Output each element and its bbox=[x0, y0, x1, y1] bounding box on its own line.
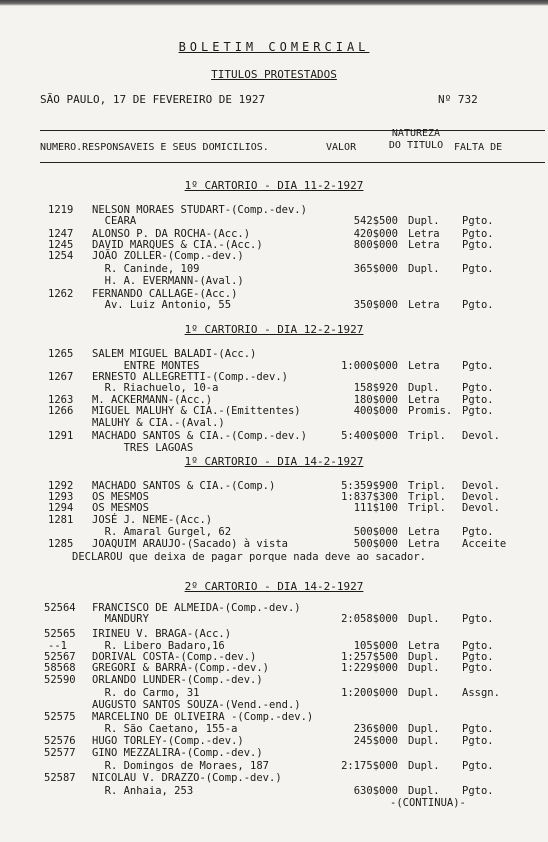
row-number: 1291 bbox=[48, 430, 74, 442]
row-responsavel: R. Domingos de Moraes, 187 bbox=[92, 760, 270, 772]
col-numero-responsaveis: NUMERO.RESPONSAVEIS E SEUS DOMICILIOS. bbox=[40, 142, 269, 153]
row-responsavel: AUGUSTO SANTOS SOUZA-(Vend.-end.) bbox=[92, 699, 301, 711]
row-number: 1285 bbox=[48, 538, 74, 550]
row-natureza: Letra bbox=[408, 526, 440, 538]
row-valor: 420$000 bbox=[353, 228, 398, 240]
header-rule-bottom bbox=[40, 162, 545, 163]
row-number: 52575 bbox=[44, 711, 76, 723]
row-responsavel: MACHADO SANTOS & CIA.-(Comp.) bbox=[92, 480, 276, 492]
row-falta: Pgto. bbox=[462, 299, 494, 311]
row-falta: Devol. bbox=[462, 480, 500, 492]
row-responsavel: MACHADO SANTOS & CIA.-(Comp.-dev.) bbox=[92, 430, 307, 442]
section-heading: 1º CARTORIO - DIA 12-2-1927 bbox=[184, 323, 364, 336]
row-natureza: Tripl. bbox=[408, 491, 446, 503]
section-heading: 2º CARTORIO - DIA 14-2-1927 bbox=[184, 580, 364, 593]
col-falta: FALTA DE bbox=[454, 142, 503, 153]
row-natureza: Dupl. bbox=[408, 215, 440, 227]
section-heading: 1º CARTORIO - DIA 14-2-1927 bbox=[184, 455, 364, 468]
row-natureza: Tripl. bbox=[408, 502, 446, 514]
row-responsavel: MARCELINO DE OLIVEIRA -(Comp.-dev.) bbox=[92, 711, 314, 723]
row-valor: 500$000 bbox=[353, 538, 398, 550]
row-natureza: Letra bbox=[408, 239, 440, 251]
row-responsavel: NICOLAU V. DRAZZO-(Comp.-dev.) bbox=[92, 772, 282, 784]
row-valor: 1:837$300 bbox=[341, 491, 398, 503]
row-responsavel: OS MESMOS bbox=[92, 491, 149, 503]
row-number: 1263 bbox=[48, 394, 74, 406]
row-number: 52564 bbox=[44, 602, 76, 614]
row-valor: 500$000 bbox=[353, 526, 398, 538]
row-responsavel: FERNANDO CALLAGE-(Acc.) bbox=[92, 288, 238, 300]
row-responsavel: ERNESTO ALLEGRETTI-(Comp.-dev.) bbox=[92, 371, 288, 383]
row-number: 52567 bbox=[44, 651, 76, 663]
row-falta: Pgto. bbox=[462, 735, 494, 747]
row-valor: 105$000 bbox=[353, 640, 398, 652]
row-responsavel: DAVID MARQUES & CIA.-(Acc.) bbox=[92, 239, 263, 251]
row-number: 1247 bbox=[48, 228, 74, 240]
row-valor: 245$000 bbox=[353, 735, 398, 747]
row-falta: Devol. bbox=[462, 491, 500, 503]
row-responsavel: R. do Carmo, 31 bbox=[92, 687, 200, 699]
row-number: 1245 bbox=[48, 239, 74, 251]
scan-edge bbox=[0, 0, 548, 6]
row-natureza: Dupl. bbox=[408, 613, 440, 625]
row-valor: 630$000 bbox=[353, 785, 398, 797]
row-falta: Pgto. bbox=[462, 405, 494, 417]
row-natureza: Dupl. bbox=[408, 687, 440, 699]
row-number: 58568 bbox=[44, 662, 76, 674]
row-number: 1219 bbox=[48, 204, 74, 216]
row-responsavel: MANDURY bbox=[92, 613, 149, 625]
row-responsavel: H. A. EVERMANN-(Aval.) bbox=[92, 275, 244, 287]
row-number: 1267 bbox=[48, 371, 74, 383]
row-valor: 2:175$000 bbox=[341, 760, 398, 772]
row-valor: 542$500 bbox=[353, 215, 398, 227]
row-falta: Devol. bbox=[462, 430, 500, 442]
row-responsavel: R. Amaral Gurgel, 62 bbox=[92, 526, 232, 538]
row-natureza: Letra bbox=[408, 228, 440, 240]
row-valor: 236$000 bbox=[353, 723, 398, 735]
row-falta: Pgto. bbox=[462, 394, 494, 406]
row-number: 1262 bbox=[48, 288, 74, 300]
row-natureza: Letra bbox=[408, 640, 440, 652]
row-falta: Acceite bbox=[462, 538, 507, 550]
row-number: 1265 bbox=[48, 348, 74, 360]
row-falta: Pgto. bbox=[462, 613, 494, 625]
declaration-note: DECLAROU que deixa de pagar porque nada deve ao sacador. bbox=[72, 551, 427, 563]
row-valor: 5:400$000 bbox=[341, 430, 398, 442]
row-responsavel: GREGORI & BARRA-(Comp.-dev.) bbox=[92, 662, 270, 674]
col-natureza: NATUREZA DO TITULO bbox=[388, 128, 444, 151]
row-responsavel: HUGO TORLEY-(Comp.-dev.) bbox=[92, 735, 244, 747]
row-responsavel: R. São Caetano, 155-a bbox=[92, 723, 238, 735]
row-responsavel: OS MESMOS bbox=[92, 502, 149, 514]
row-number: --1 bbox=[48, 640, 67, 652]
row-natureza: Dupl. bbox=[408, 651, 440, 663]
row-natureza: Dupl. bbox=[408, 382, 440, 394]
row-falta: Pgto. bbox=[462, 263, 494, 275]
row-responsavel: FRANCISCO DE ALMEIDA-(Comp.-dev.) bbox=[92, 602, 301, 614]
row-number: 1292 bbox=[48, 480, 74, 492]
row-number: 1266 bbox=[48, 405, 74, 417]
row-responsavel: ALONSO P. DA ROCHA-(Acc.) bbox=[92, 228, 251, 240]
row-responsavel: SALEM MIGUEL BALADI-(Acc.) bbox=[92, 348, 257, 360]
row-number: 52590 bbox=[44, 674, 76, 686]
row-falta: Pgto. bbox=[462, 723, 494, 735]
header-rule-top bbox=[40, 130, 545, 131]
section-heading: 1º CARTORIO - DIA 11-2-1927 bbox=[184, 179, 364, 192]
row-valor: 800$000 bbox=[353, 239, 398, 251]
row-natureza: Tripl. bbox=[408, 430, 446, 442]
row-number: 1293 bbox=[48, 491, 74, 503]
row-valor: 365$000 bbox=[353, 263, 398, 275]
row-valor: 1:200$000 bbox=[341, 687, 398, 699]
row-falta: Pgto. bbox=[462, 760, 494, 772]
row-falta: Pgto. bbox=[462, 785, 494, 797]
row-responsavel: GINO MEZZALIRA-(Comp.-dev.) bbox=[92, 747, 263, 759]
row-natureza: Promis. bbox=[408, 405, 453, 417]
row-responsavel: IRINEU V. BRAGA-(Acc.) bbox=[92, 628, 232, 640]
row-responsavel: ORLANDO LUNDER-(Comp.-dev.) bbox=[92, 674, 263, 686]
row-responsavel: MALUHY & CIA.-(Aval.) bbox=[92, 417, 225, 429]
row-falta: Pgto. bbox=[462, 640, 494, 652]
row-valor: 1:229$000 bbox=[341, 662, 398, 674]
row-natureza: Letra bbox=[408, 538, 440, 550]
row-valor: 400$000 bbox=[353, 405, 398, 417]
row-natureza: Dupl. bbox=[408, 735, 440, 747]
row-falta: Pgto. bbox=[462, 651, 494, 663]
row-falta: Pgto. bbox=[462, 662, 494, 674]
row-valor: 111$100 bbox=[353, 502, 398, 514]
row-valor: 5:359$900 bbox=[341, 480, 398, 492]
row-responsavel: R. Caninde, 109 bbox=[92, 263, 200, 275]
row-number: 52565 bbox=[44, 628, 76, 640]
row-responsavel: R. Libero Badaro,16 bbox=[92, 640, 225, 652]
row-valor: 350$000 bbox=[353, 299, 398, 311]
row-responsavel: Av. Luiz Antonio, 55 bbox=[92, 299, 232, 311]
row-falta: Pgto. bbox=[462, 239, 494, 251]
col-valor: VALOR bbox=[326, 142, 357, 153]
row-number: 1254 bbox=[48, 250, 74, 262]
continua-note: -(CONTINUA)- bbox=[390, 797, 466, 809]
document-number: Nº 732 bbox=[438, 93, 478, 106]
row-falta: Pgto. bbox=[462, 228, 494, 240]
document-date: SÃO PAULO, 17 DE FEVEREIRO DE 1927 bbox=[40, 93, 266, 106]
row-falta: Assgn. bbox=[462, 687, 500, 699]
row-responsavel: CEARA bbox=[92, 215, 137, 227]
row-responsavel: DORIVAL COSTA-(Comp.-dev.) bbox=[92, 651, 257, 663]
row-number: 52576 bbox=[44, 735, 76, 747]
row-falta: Devol. bbox=[462, 502, 500, 514]
row-responsavel: JOAQUIM ARAUJO-(Sacado) à vista bbox=[92, 538, 288, 550]
row-natureza: Letra bbox=[408, 360, 440, 372]
row-responsavel: JOSÉ J. NEME-(Acc.) bbox=[92, 514, 213, 526]
row-natureza: Dupl. bbox=[408, 723, 440, 735]
row-natureza: Dupl. bbox=[408, 760, 440, 772]
row-responsavel: ENTRE MONTES bbox=[92, 360, 200, 372]
row-falta: Pgto. bbox=[462, 360, 494, 372]
row-responsavel: M. ACKERMANN-(Acc.) bbox=[92, 394, 213, 406]
row-responsavel: MIGUEL MALUHY & CIA.-(Emittentes) bbox=[92, 405, 301, 417]
row-responsavel: R. Riachuelo, 10-a bbox=[92, 382, 219, 394]
row-valor: 1:257$500 bbox=[341, 651, 398, 663]
row-natureza: Dupl. bbox=[408, 263, 440, 275]
row-natureza: Dupl. bbox=[408, 662, 440, 674]
row-number: 52577 bbox=[44, 747, 76, 759]
row-falta: Pgto. bbox=[462, 382, 494, 394]
row-valor: 158$920 bbox=[353, 382, 398, 394]
row-natureza: Dupl. bbox=[408, 785, 440, 797]
row-falta: Pgto. bbox=[462, 215, 494, 227]
row-valor: 2:058$000 bbox=[341, 613, 398, 625]
row-natureza: Letra bbox=[408, 394, 440, 406]
row-falta: Pgto. bbox=[462, 526, 494, 538]
row-number: 52587 bbox=[44, 772, 76, 784]
row-responsavel: JOÃO ZOLLER-(Comp.-dev.) bbox=[92, 250, 244, 262]
row-number: 1294 bbox=[48, 502, 74, 514]
row-number: 1281 bbox=[48, 514, 74, 526]
row-responsavel: NELSON MORAES STUDART-(Comp.-dev.) bbox=[92, 204, 307, 216]
row-valor: 180$000 bbox=[353, 394, 398, 406]
row-natureza: Letra bbox=[408, 299, 440, 311]
document-title: BOLETIM COMERCIAL bbox=[178, 40, 370, 54]
row-responsavel: R. Anhaia, 253 bbox=[92, 785, 194, 797]
document-subtitle: TITULOS PROTESTADOS bbox=[211, 68, 337, 81]
row-responsavel: TRES LAGOAS bbox=[92, 442, 194, 454]
row-valor: 1:000$000 bbox=[341, 360, 398, 372]
row-natureza: Tripl. bbox=[408, 480, 446, 492]
